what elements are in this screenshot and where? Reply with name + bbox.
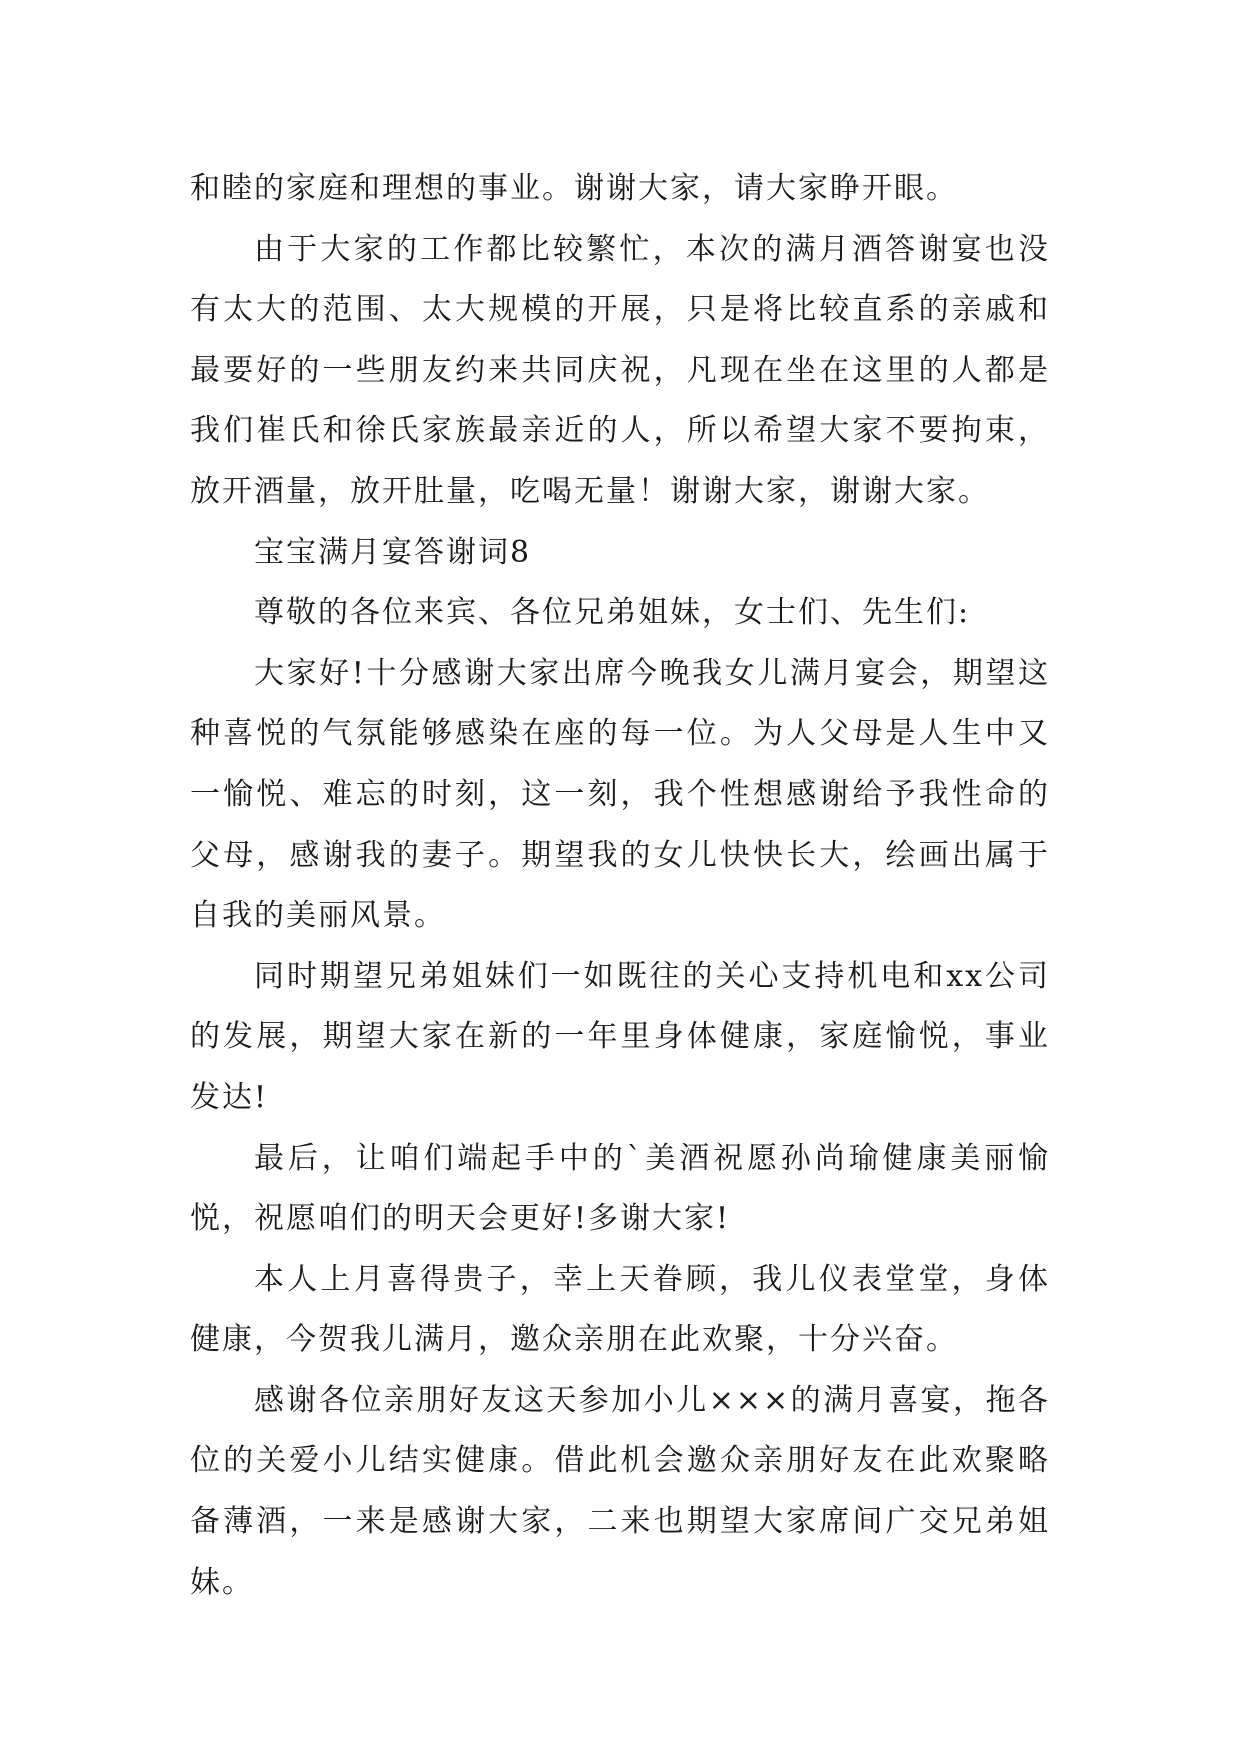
paragraph-7: 最后，让咱们端起手中的`美酒祝愿孙尚瑜健康美丽愉悦，祝愿咱们的明天会更好!多谢大家! [190, 1140, 1050, 1237]
paragraph-5: 大家好!十分感谢大家出席今晚我女儿满月宴会，期望这种喜悦的气氛能够感染在座的每一位。为人父母是人生中又一愉悦、难忘的时刻，这一刻，我个性想感谢给予我性命的父母，感谢我的妻子。期望我的女儿快快长大，绘画出属于自我的美丽风景。 [190, 655, 1050, 934]
paragraph-9: 感谢各位亲朋好友这天参加小儿×××的满月喜宴，拖各位的关爱小儿结实健康。借此机会邀众亲朋好友在此欢聚略备薄酒，一来是感谢大家，二来也期望大家席间广交兄弟姐妹。 [190, 1382, 1050, 1600]
section-heading: 宝宝满月宴答谢词8 [254, 534, 532, 570]
document-body [190, 159, 1050, 1613]
paragraph-6: 同时期望兄弟姐妹们一如既往的关心支持机电和xx公司的发展，期望大家在新的一年里身体健康，家庭愉悦，事业发达! [190, 958, 1050, 1115]
paragraph-2: 由于大家的工作都比较繁忙，本次的满月酒答谢宴也没有太大的范围、太大规模的开展，只是将比较直系的亲戚和最要好的一些朋友约来共同庆祝，凡现在坐在这里的人都是我们崔氏和徐氏家族最亲近的人，所以希望大家不要拘束，放开酒量，放开肚量，吃喝无量！谢谢大家，谢谢大家。 [190, 231, 1050, 509]
paragraph-1: 和睦的家庭和理想的事业。谢谢大家，请大家睁开眼。 [190, 171, 958, 206]
paragraph-8: 本人上月喜得贵子，幸上天眷顾，我儿仪表堂堂，身体健康，今贺我儿满月，邀众亲朋在此欢聚，十分兴奋。 [190, 1261, 1050, 1358]
salutation: 尊敬的各位来宾、各位兄弟姐妹，女士们、先生们: [254, 595, 971, 631]
